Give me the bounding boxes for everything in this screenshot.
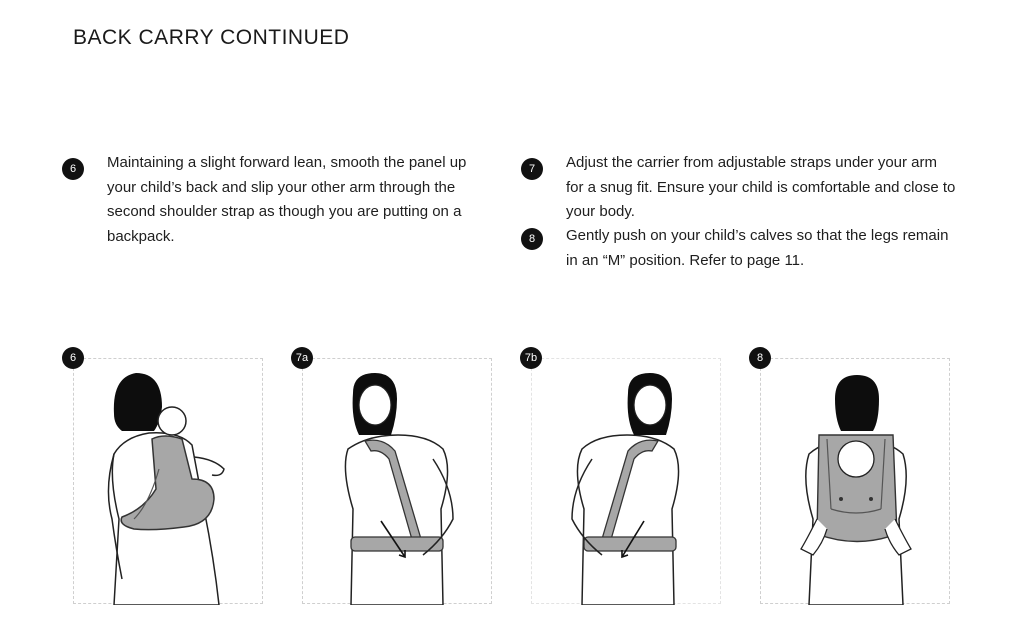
illustration-7b-badge: 7b (520, 347, 542, 369)
back-carry-step-8-illustration (761, 359, 951, 605)
step-8-text: Gently push on your child’s calves so that the legs remain in an “M” position. Refer to page 11. (566, 227, 949, 269)
illustration-8-frame (760, 358, 950, 604)
step-7-text: Adjust the carrier from adjustable straps under your arm for a snug fit. Ensure your child is comfortable and close to your body. (566, 154, 956, 220)
back-carry-step-7b-illustration (532, 359, 722, 605)
illustration-8-badge: 8 (749, 347, 771, 369)
illustration-7a-frame (302, 358, 492, 604)
illustration-6-badge: 6 (62, 347, 84, 369)
illustration-7b-frame (531, 358, 721, 604)
step-6-text: Maintaining a slight forward lean, smooth the panel up your child’s back and slip your other arm through the second shoulder strap as though you are putting on a backpack. (107, 154, 467, 245)
page-title: BACK CARRY CONTINUED (73, 26, 350, 49)
illustration-6-frame (73, 358, 263, 604)
step-7-badge: 7 (521, 158, 543, 180)
step-6-badge: 6 (62, 158, 84, 180)
illustration-7a-badge: 7a (291, 347, 313, 369)
step-8-badge: 8 (521, 228, 543, 250)
back-carry-step-7a-illustration (303, 359, 493, 605)
back-carry-step-6-illustration (74, 359, 264, 605)
